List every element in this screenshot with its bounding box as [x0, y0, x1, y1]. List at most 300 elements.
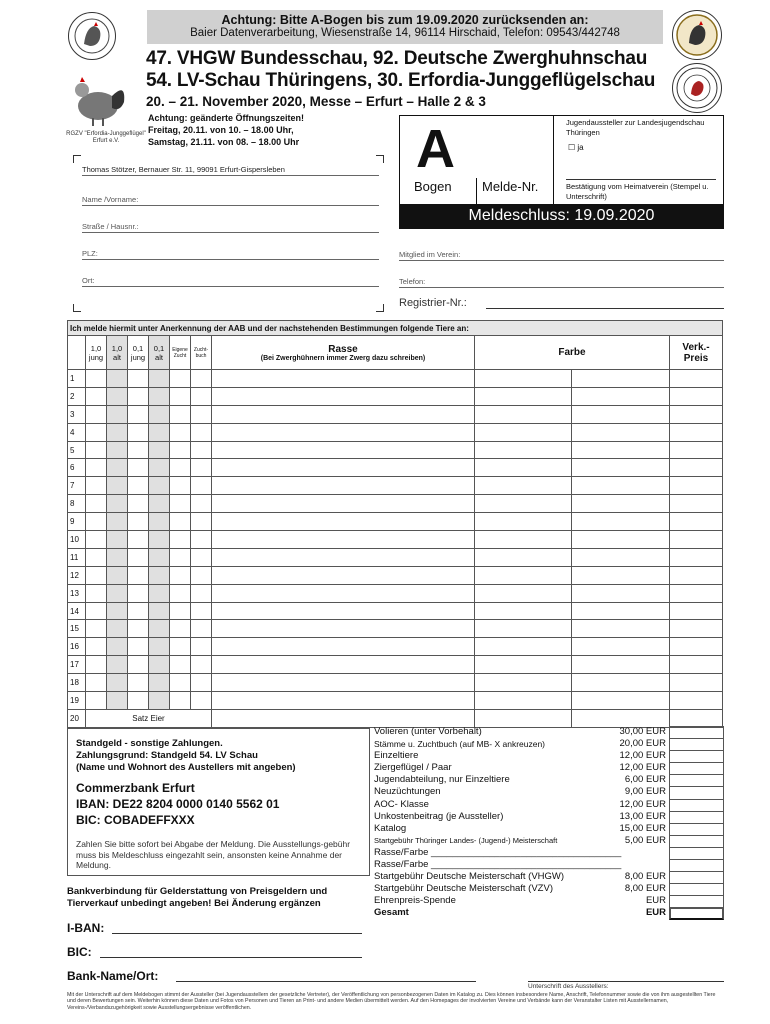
cell-10-jung[interactable]	[86, 602, 107, 620]
fee-quantity-box[interactable]	[669, 859, 724, 871]
divider	[476, 178, 477, 204]
cell-01-alt[interactable]	[149, 602, 170, 620]
cell-rasse[interactable]	[212, 602, 475, 620]
a-bogen-box	[399, 115, 724, 229]
cell-farbe-b[interactable]	[572, 531, 670, 549]
cell-eigene-zucht[interactable]	[170, 459, 191, 477]
fee-label: Katalog	[374, 822, 407, 834]
cell-preis[interactable]	[670, 441, 723, 459]
signature-input[interactable]	[528, 981, 724, 982]
cell-farbe-a[interactable]	[475, 405, 572, 423]
cell-rasse[interactable]	[212, 638, 475, 656]
cell-10-alt[interactable]	[107, 656, 128, 674]
cell-10-alt[interactable]	[107, 370, 128, 388]
fee-quantity-box[interactable]	[669, 895, 724, 907]
name-field[interactable]: Name /Vorname:	[82, 195, 379, 206]
cell-01-jung[interactable]	[128, 531, 149, 549]
cell-preis[interactable]	[670, 477, 723, 495]
cell-10-jung[interactable]	[86, 370, 107, 388]
table-row	[68, 513, 723, 531]
cell-01-jung[interactable]	[128, 656, 149, 674]
cell-farbe-b[interactable]	[572, 709, 670, 727]
cell-farbe-a[interactable]	[475, 459, 572, 477]
cell-farbe-a[interactable]	[475, 370, 572, 388]
ort-field[interactable]: Ort:	[82, 276, 379, 287]
cell-01-jung[interactable]	[128, 495, 149, 513]
fee-amount: 6,00 EUR	[624, 774, 666, 786]
table-row	[68, 674, 723, 692]
cell-10-alt[interactable]	[107, 531, 128, 549]
cell-01-alt[interactable]	[149, 423, 170, 441]
cell-eigene-zucht[interactable]	[170, 602, 191, 620]
cell-rasse[interactable]	[212, 566, 475, 584]
row-number: 4	[68, 423, 86, 441]
fee-label: Unkostenbeitrag (je Aussteller)	[374, 810, 504, 822]
fee-row	[374, 774, 724, 786]
cell-farbe-b[interactable]	[572, 584, 670, 602]
cell-farbe-b[interactable]	[572, 638, 670, 656]
cell-preis[interactable]	[670, 674, 723, 692]
cell-farbe-a[interactable]	[475, 548, 572, 566]
cell-preis[interactable]	[670, 495, 723, 513]
fee-label: Ehrenpreis-Spende	[374, 895, 456, 907]
animal-table	[67, 320, 723, 728]
cell-10-jung[interactable]	[86, 495, 107, 513]
table-header-row	[68, 336, 723, 370]
header-eigene-zucht: Eigene Zucht	[170, 336, 191, 370]
cell-rasse[interactable]	[212, 584, 475, 602]
row-number: 11	[68, 548, 86, 566]
header-01-alt: 0,1 alt	[149, 336, 170, 370]
table-row	[68, 441, 723, 459]
cell-zuchtbuch[interactable]	[191, 566, 212, 584]
bankname-input[interactable]	[176, 981, 476, 982]
fee-quantity-box[interactable]	[669, 847, 724, 859]
fee-quantity-box[interactable]	[669, 883, 724, 895]
cell-preis[interactable]	[670, 602, 723, 620]
cell-01-alt[interactable]	[149, 441, 170, 459]
cell-10-alt[interactable]	[107, 674, 128, 692]
header-zuchtbuch: Zucht-buch	[191, 336, 212, 370]
cell-10-alt[interactable]	[107, 513, 128, 531]
table-row	[68, 692, 723, 710]
cell-01-alt[interactable]	[149, 674, 170, 692]
cell-rasse[interactable]	[212, 656, 475, 674]
table-row	[68, 709, 723, 727]
cell-farbe-b[interactable]	[572, 441, 670, 459]
cell-rasse[interactable]	[212, 531, 475, 549]
cell-preis[interactable]	[670, 692, 723, 710]
cell-10-jung[interactable]	[86, 441, 107, 459]
title-line-1: 47. VHGW Bundesschau, 92. Deutsche Zwerghuhnschau	[146, 48, 648, 69]
cell-10-jung[interactable]	[86, 566, 107, 584]
cell-10-jung[interactable]	[86, 584, 107, 602]
cell-zuchtbuch[interactable]	[191, 638, 212, 656]
cell-preis[interactable]	[670, 656, 723, 674]
header-rasse	[212, 336, 475, 370]
cell-rasse[interactable]	[212, 370, 475, 388]
fee-row	[374, 871, 724, 883]
header-10-alt: 1,0 alt	[107, 336, 128, 370]
fee-quantity-box[interactable]	[669, 871, 724, 883]
cell-zuchtbuch[interactable]	[191, 531, 212, 549]
cell-01-alt[interactable]	[149, 566, 170, 584]
cell-farbe-b[interactable]	[572, 674, 670, 692]
cell-rasse[interactable]	[212, 495, 475, 513]
fee-row	[374, 847, 724, 859]
cell-zuchtbuch[interactable]	[191, 459, 212, 477]
cell-farbe-b[interactable]	[572, 548, 670, 566]
cell-farbe-b[interactable]	[572, 602, 670, 620]
cell-01-jung[interactable]	[128, 513, 149, 531]
fee-quantity-box[interactable]	[669, 750, 724, 762]
fee-label: Startgebühr Deutsche Meisterschaft (VHGW)	[374, 871, 565, 883]
cell-farbe-a[interactable]	[475, 477, 572, 495]
cell-eigene-zucht[interactable]	[170, 548, 191, 566]
cell-farbe-a[interactable]	[475, 566, 572, 584]
cell-01-alt[interactable]	[149, 584, 170, 602]
cell-zuchtbuch[interactable]	[191, 620, 212, 638]
cell-rasse[interactable]	[212, 674, 475, 692]
cell-zuchtbuch[interactable]	[191, 513, 212, 531]
cell-01-alt[interactable]	[149, 638, 170, 656]
verein-field[interactable]: Mitglied im Verein:	[399, 250, 724, 261]
row-number: 18	[68, 674, 86, 692]
lv-thueringen-logo	[672, 63, 722, 113]
cell-rasse[interactable]	[212, 548, 475, 566]
fee-quantity-box[interactable]	[669, 907, 724, 919]
cell-rasse[interactable]	[212, 709, 475, 727]
cell-eigene-zucht[interactable]	[170, 477, 191, 495]
cell-eigene-zucht[interactable]	[170, 584, 191, 602]
cell-farbe-a[interactable]	[475, 441, 572, 459]
cell-10-alt[interactable]	[107, 423, 128, 441]
cell-eigene-zucht[interactable]	[170, 656, 191, 674]
chicken-illustration	[68, 72, 132, 130]
privacy-footer: Mit der Unterschrift auf dem Meldebogen stimmt der Aussteller (bei Jugendausstellern der gesetzliche Vertreter), der Veröffentlichung von personbezogenen Daten im Katalog zu. Dies können insbesondere Name, Anschrift, Telefonnummer sowie die von ihm ausgestellten Tiere und deren Bewertungen sein. Weiterhin können diese Daten und Fotos von Personen und Tieren an Print- und andere Medien übermittelt werden. Auf den Homepages der involvierten Vereine und Verbände kann der Veranstalter Listen mit Ausstellernamen, Vereins-/Verbandszugehörigkeit sowie Ausstellungsergebnisse veröffentlichen.	[67, 992, 716, 1011]
cell-10-alt[interactable]	[107, 584, 128, 602]
cell-preis[interactable]	[670, 513, 723, 531]
cell-01-jung[interactable]	[128, 674, 149, 692]
cell-01-jung[interactable]	[128, 620, 149, 638]
cell-farbe-a[interactable]	[475, 513, 572, 531]
cell-eigene-zucht[interactable]	[170, 495, 191, 513]
cell-10-jung[interactable]	[86, 638, 107, 656]
cell-01-jung[interactable]	[128, 459, 149, 477]
cell-10-alt[interactable]	[107, 638, 128, 656]
cell-preis[interactable]	[670, 370, 723, 388]
cell-10-alt[interactable]	[107, 620, 128, 638]
cell-01-alt[interactable]	[149, 656, 170, 674]
cell-01-alt[interactable]	[149, 513, 170, 531]
fee-amount: 12,00 EUR	[619, 798, 666, 810]
cell-preis[interactable]	[670, 709, 723, 727]
cell-rasse[interactable]	[212, 513, 475, 531]
cell-farbe-a[interactable]	[475, 495, 572, 513]
cell-farbe-b[interactable]	[572, 620, 670, 638]
fee-quantity-box[interactable]	[669, 811, 724, 823]
cell-farbe-a[interactable]	[475, 602, 572, 620]
header-10-jung: 1,0 jung	[86, 336, 107, 370]
cell-farbe-a[interactable]	[475, 656, 572, 674]
hours-saturday: Samstag, 21.11. von 08. – 18.00 Uhr	[148, 137, 300, 147]
cell-zuchtbuch[interactable]	[191, 495, 212, 513]
fee-row	[374, 762, 724, 774]
fee-amount: 12,00 EUR	[619, 762, 666, 774]
cell-preis[interactable]	[670, 548, 723, 566]
fee-label: Einzeltiere	[374, 750, 419, 762]
cell-10-alt[interactable]	[107, 405, 128, 423]
cell-eigene-zucht[interactable]	[170, 513, 191, 531]
header-preis: Verk.-Preis	[670, 336, 723, 370]
bic-label: BIC:	[67, 945, 92, 959]
fee-quantity-box[interactable]	[669, 799, 724, 811]
cell-zuchtbuch[interactable]	[191, 370, 212, 388]
cell-preis[interactable]	[670, 387, 723, 405]
fee-label: Rasse/Farbe ____________________________________	[374, 859, 622, 871]
street-field[interactable]: Straße / Hausnr.:	[82, 222, 379, 233]
fee-amount: 20,00 EUR	[619, 738, 666, 750]
cell-eigene-zucht[interactable]	[170, 387, 191, 405]
table-row	[68, 459, 723, 477]
hours-title: Achtung: geänderte Öffnungszeiten!	[148, 113, 304, 123]
cell-rasse[interactable]	[212, 477, 475, 495]
cell-farbe-b[interactable]	[572, 405, 670, 423]
cell-farbe-b[interactable]	[572, 477, 670, 495]
cell-eigene-zucht[interactable]	[170, 638, 191, 656]
cell-farbe-b[interactable]	[572, 459, 670, 477]
fee-quantity-box[interactable]	[669, 835, 724, 847]
cell-rasse[interactable]	[212, 405, 475, 423]
row-number: 8	[68, 495, 86, 513]
cell-farbe-b[interactable]	[572, 370, 670, 388]
cell-10-jung[interactable]	[86, 656, 107, 674]
cell-rasse[interactable]	[212, 423, 475, 441]
cell-farbe-a[interactable]	[475, 674, 572, 692]
cell-zuchtbuch[interactable]	[191, 441, 212, 459]
cell-01-alt[interactable]	[149, 387, 170, 405]
fee-row	[374, 859, 724, 871]
fee-row	[374, 786, 724, 798]
cell-01-jung[interactable]	[128, 370, 149, 388]
row-number: 20	[68, 709, 86, 727]
fee-quantity-box[interactable]	[669, 786, 724, 798]
cell-preis[interactable]	[670, 459, 723, 477]
cell-zuchtbuch[interactable]	[191, 656, 212, 674]
cell-zuchtbuch[interactable]	[191, 674, 212, 692]
cell-farbe-b[interactable]	[572, 513, 670, 531]
cell-farbe-a[interactable]	[475, 709, 572, 727]
cell-10-jung[interactable]	[86, 531, 107, 549]
cell-rasse[interactable]	[212, 387, 475, 405]
cell-zuchtbuch[interactable]	[191, 602, 212, 620]
cell-10-alt[interactable]	[107, 441, 128, 459]
plz-field[interactable]: PLZ:	[82, 249, 379, 260]
cell-10-alt[interactable]	[107, 495, 128, 513]
cell-10-jung[interactable]	[86, 692, 107, 710]
cell-eigene-zucht[interactable]	[170, 441, 191, 459]
cell-10-alt[interactable]	[107, 692, 128, 710]
cell-01-jung[interactable]	[128, 387, 149, 405]
cell-preis[interactable]	[670, 531, 723, 549]
fee-row	[374, 907, 724, 919]
cell-farbe-b[interactable]	[572, 566, 670, 584]
cell-10-jung[interactable]	[86, 513, 107, 531]
cell-10-alt[interactable]	[107, 602, 128, 620]
table-row	[68, 370, 723, 388]
cell-eigene-zucht[interactable]	[170, 692, 191, 710]
event-date: 20. – 21. November 2020, Messe – Erfurt – Halle 2 & 3	[146, 94, 486, 109]
fee-amount: EUR	[645, 907, 666, 919]
vhgw-logo	[672, 10, 722, 60]
cell-01-alt[interactable]	[149, 548, 170, 566]
fee-label: Ziergeflügel / Paar	[374, 762, 452, 774]
table-row	[68, 584, 723, 602]
table-row	[68, 602, 723, 620]
cell-eigene-zucht[interactable]	[170, 405, 191, 423]
cell-10-jung[interactable]	[86, 674, 107, 692]
cell-rasse[interactable]	[212, 441, 475, 459]
fee-quantity-box[interactable]	[669, 823, 724, 835]
fee-amount: 8,00 EUR	[624, 871, 666, 883]
fee-quantity-box[interactable]	[669, 762, 724, 774]
cell-preis[interactable]	[670, 638, 723, 656]
cell-10-alt[interactable]	[107, 387, 128, 405]
cell-preis[interactable]	[670, 405, 723, 423]
row-number: 13	[68, 584, 86, 602]
cell-zuchtbuch[interactable]	[191, 387, 212, 405]
hours-friday: Freitag, 20.11. von 10. – 18.00 Uhr,	[148, 125, 294, 135]
cell-zuchtbuch[interactable]	[191, 405, 212, 423]
cell-eigene-zucht[interactable]	[170, 566, 191, 584]
cell-farbe-b[interactable]	[572, 423, 670, 441]
fee-amount: 12,00 EUR	[619, 750, 666, 762]
table-row	[68, 387, 723, 405]
cell-10-jung[interactable]	[86, 620, 107, 638]
jugend-checkbox[interactable]: ☐ ja	[568, 143, 584, 152]
fee-quantity-box[interactable]	[669, 774, 724, 786]
cell-01-jung[interactable]	[128, 423, 149, 441]
cell-01-alt[interactable]	[149, 459, 170, 477]
divider	[553, 116, 554, 204]
cell-10-alt[interactable]	[107, 477, 128, 495]
cell-eigene-zucht[interactable]	[170, 531, 191, 549]
fee-row	[374, 823, 724, 835]
fee-row	[374, 835, 724, 847]
cell-farbe-b[interactable]	[572, 656, 670, 674]
cell-zuchtbuch[interactable]	[191, 423, 212, 441]
cell-01-jung[interactable]	[128, 548, 149, 566]
cell-zuchtbuch[interactable]	[191, 692, 212, 710]
cell-eigene-zucht[interactable]	[170, 423, 191, 441]
cell-eigene-zucht[interactable]	[170, 370, 191, 388]
row-number: 5	[68, 441, 86, 459]
cell-10-jung[interactable]	[86, 405, 107, 423]
cell-10-jung[interactable]	[86, 477, 107, 495]
cell-farbe-b[interactable]	[572, 387, 670, 405]
bogen-label: Bogen	[414, 179, 452, 194]
cell-01-alt[interactable]	[149, 370, 170, 388]
cell-01-alt[interactable]	[149, 495, 170, 513]
cell-01-alt[interactable]	[149, 405, 170, 423]
row-number: 9	[68, 513, 86, 531]
cell-10-jung[interactable]	[86, 387, 107, 405]
cell-farbe-a[interactable]	[475, 531, 572, 549]
iban-input[interactable]	[112, 933, 362, 934]
cell-zuchtbuch[interactable]	[191, 477, 212, 495]
cell-01-alt[interactable]	[149, 620, 170, 638]
cell-preis[interactable]	[670, 620, 723, 638]
cell-10-alt[interactable]	[107, 459, 128, 477]
cell-01-jung[interactable]	[128, 477, 149, 495]
cell-01-jung[interactable]	[128, 405, 149, 423]
cell-rasse[interactable]	[212, 459, 475, 477]
telefon-field[interactable]: Telefon:	[399, 277, 724, 288]
cell-10-jung[interactable]	[86, 423, 107, 441]
cell-01-alt[interactable]	[149, 692, 170, 710]
cell-farbe-a[interactable]	[475, 620, 572, 638]
cell-01-jung[interactable]	[128, 584, 149, 602]
cell-01-jung[interactable]	[128, 441, 149, 459]
bank-iban: IBAN: DE22 8204 0000 0140 5562 01	[76, 797, 280, 811]
fee-label: Volieren (unter Vorbehalt)	[374, 726, 482, 737]
table-row	[68, 620, 723, 638]
payment-box	[67, 728, 370, 876]
cell-preis[interactable]	[670, 423, 723, 441]
cell-farbe-a[interactable]	[475, 584, 572, 602]
cell-eigene-zucht[interactable]	[170, 674, 191, 692]
cell-01-alt[interactable]	[149, 531, 170, 549]
cell-farbe-a[interactable]	[475, 423, 572, 441]
cell-zuchtbuch[interactable]	[191, 548, 212, 566]
cell-01-jung[interactable]	[128, 692, 149, 710]
corner-mark	[376, 304, 384, 312]
cell-preis[interactable]	[670, 566, 723, 584]
cell-10-alt[interactable]	[107, 548, 128, 566]
cell-10-jung[interactable]	[86, 459, 107, 477]
cell-01-jung[interactable]	[128, 638, 149, 656]
cell-farbe-b[interactable]	[572, 692, 670, 710]
table-intro: Ich melde hiermit unter Anerkennung der AAB und der nachstehenden Bestimmungen folgende Tiere an:	[68, 321, 723, 336]
cell-zuchtbuch[interactable]	[191, 584, 212, 602]
cell-eigene-zucht[interactable]	[170, 620, 191, 638]
cell-01-jung[interactable]	[128, 566, 149, 584]
fee-amount: 30,00 EUR	[619, 726, 666, 737]
cell-rasse[interactable]	[212, 620, 475, 638]
fee-row	[374, 726, 724, 738]
fee-amount: 8,00 EUR	[624, 883, 666, 895]
cell-10-jung[interactable]	[86, 548, 107, 566]
jugend-label: Jugendaussteller zur Landesjugendschau Thüringen	[566, 118, 705, 137]
signature-line	[566, 179, 716, 180]
cell-01-alt[interactable]	[149, 477, 170, 495]
registrier-field[interactable]	[486, 308, 724, 309]
fee-label: Neuzüchtungen	[374, 786, 441, 798]
cell-rasse[interactable]	[212, 692, 475, 710]
cell-farbe-a[interactable]	[475, 638, 572, 656]
cell-farbe-a[interactable]	[475, 692, 572, 710]
cell-01-jung[interactable]	[128, 602, 149, 620]
bic-input[interactable]	[100, 957, 362, 958]
fee-label: Startgebühr Deutsche Meisterschaft (VZV)	[374, 883, 553, 895]
cell-10-alt[interactable]	[107, 566, 128, 584]
cell-farbe-a[interactable]	[475, 387, 572, 405]
cell-preis[interactable]	[670, 584, 723, 602]
fee-quantity-box[interactable]	[669, 738, 724, 750]
table-row	[68, 548, 723, 566]
fee-quantity-box[interactable]	[669, 726, 724, 738]
cell-farbe-b[interactable]	[572, 495, 670, 513]
